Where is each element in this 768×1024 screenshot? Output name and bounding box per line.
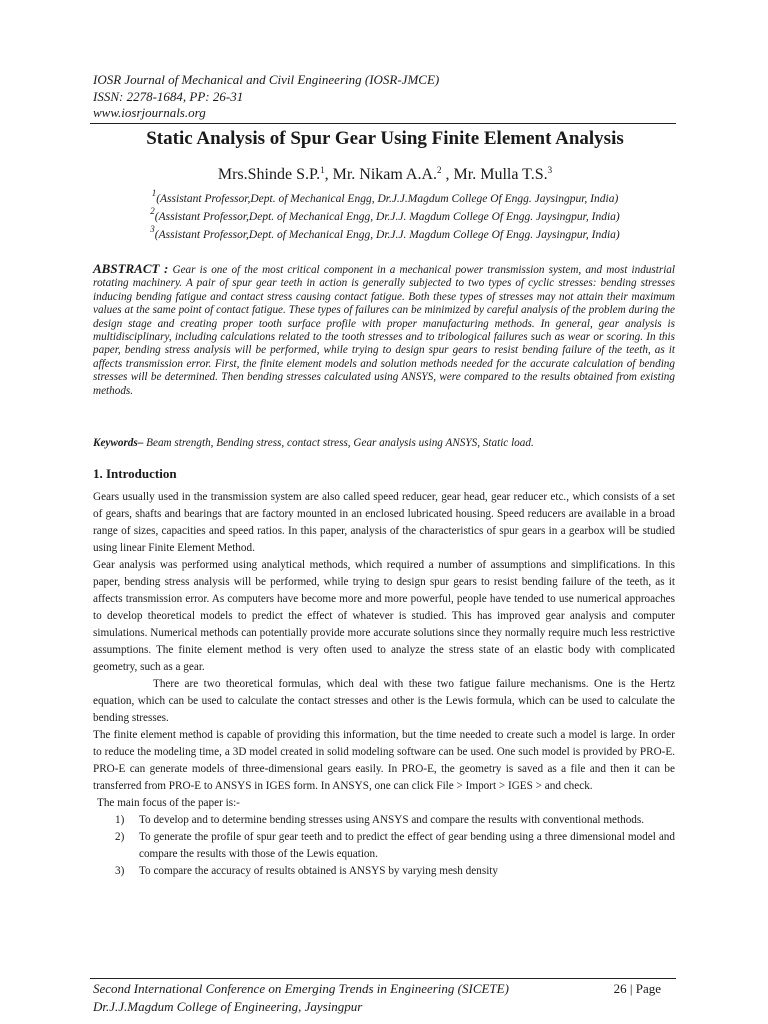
page-number: 26 | Page <box>613 981 661 996</box>
author-sep: , <box>441 166 454 183</box>
journal-issn: ISSN: 2278-1684, PP: 26-31 <box>93 88 244 104</box>
footer-college: Dr.J.J.Magdum College of Engineering, Jaysingpur <box>93 998 363 1014</box>
affiliation <box>80 208 690 226</box>
author-list <box>80 165 690 185</box>
affiliation-sup: 3 <box>150 224 155 234</box>
list-number: 3) <box>115 865 125 877</box>
paragraph: Gears usually used in the transmission system are also called speed reducer, gear head, gear reducer etc., which consists of a set of gears, shafts and bearings that are factory mounted in an enclosed lubricated housing. Speed reducers are available in a broad range of sizes, capacities and speed ratios. In this paper, analysis of the characteristics of spur gears in a gearbox will be studied using linear Finite Element Method. <box>93 491 675 554</box>
paragraph: The finite element method is capable of providing this information, but the time needed to create such a model is large. In order to reduce the modeling time, a 3D model created in solid modeling software can be used. One such model is provided by PRO-E. PRO-E can generate models of three-dimensional gears easily. In PRO-E, the geometry is saved as a file and then it can be transferred from PRO-E to ANSYS in IGES form. In ANSYS, one can click File > Import > IGES > and check. <box>93 729 675 792</box>
keywords-label: Keywords– <box>93 437 144 449</box>
abstract <box>93 262 675 398</box>
journal-header <box>93 72 439 122</box>
page-footer <box>93 980 661 1015</box>
abstract-text: Gear is one of the most critical component in a mechanical power transmission system, and most industrial rotating machinery. A pair of spur gear teeth in action is generally subjected to two types of cyclic stresses: bending stresses inducing bending fatigue and contact stress causing contact fatigue. Both these types of stresses may not attain their maximum values at the same point of contact fatigue. These types of failures can be minimized by careful analysis of the problem during the design stage and creating proper tooth surface profile with proper manufacturing methods. In general, gear analysis is multidisciplinary, including calculations related to the tooth stresses and to tribological failures such as wear or scoring. In this paper, bending stress analysis will be performed, while trying to design spur gears to resist bending failure of the teeth, as it affects transmission error. First, the finite element models and solution methods needed for the accurate calculation of bending stresses will be determined. Then bending stresses calculated using ANSYS, were compared to the results obtained from existing methods. <box>93 264 676 397</box>
author-name: Mr. Nikam A.A. <box>332 166 438 183</box>
affiliation <box>80 226 690 244</box>
paragraph: The main focus of the paper is:- <box>97 797 240 809</box>
paragraph: Gear analysis was performed using analytical methods, which required a number of assumptions and simplifications. In this paper, bending stress analysis will be performed, while trying to design spur gears to resist bending failure of the teeth, as it affects transmission error. As computers have become more and more powerful, people have tended to use numerical approaches to develop theoretical models to predict the effect of whatever is studied. This has improved gear analysis and computer simulations. Numerical methods can potentially provide more accurate solutions since they normally require much less restrictive assumptions. The finite element method is very often used to analyze the stress state of an elastic body with complicated geometry, such as a gear. <box>93 559 675 673</box>
affiliation <box>80 190 690 208</box>
author-sep: , <box>324 166 333 183</box>
list-number: 2) <box>115 831 125 843</box>
affiliation-text: (Assistant Professor,Dept. of Mechanical Engg, Dr.J.J. Magdum College Of Engg. Jaysingpur, India) <box>154 229 620 241</box>
list-item <box>93 863 675 880</box>
paragraph: There are two theoretical formulas, which deal with these two fatigue failure mechanisms. One is the Hertz equation, which can be used to calculate the contact stresses and other is the Lewis formula, which can be used to calculate the bending stresses. <box>93 678 675 724</box>
journal-website: www.iosrjournals.org <box>93 105 206 120</box>
header-rule <box>90 123 676 124</box>
author-name: Mr. Mulla T.S. <box>453 166 548 183</box>
list-text: To develop and to determine bending stresses using ANSYS and compare the results with conventional methods. <box>139 814 645 826</box>
focus-list <box>93 812 675 880</box>
list-item <box>93 812 675 829</box>
keywords <box>93 436 675 450</box>
affiliation-sup: 1 <box>151 188 157 198</box>
keywords-text: Beam strength, Bending stress, contact stress, Gear analysis using ANSYS, Static load. <box>143 437 534 449</box>
abstract-label: ABSTRACT : <box>93 261 169 276</box>
affiliation-text: (Assistant Professor,Dept. of Mechanical Engg, Dr.J.J. Magdum College Of Engg. Jaysingpur, India) <box>154 211 620 223</box>
author-sup: 1 <box>320 165 325 175</box>
list-text: To compare the accuracy of results obtained is ANSYS by varying mesh density <box>139 865 498 877</box>
list-number: 1) <box>115 814 125 826</box>
footer-rule <box>90 978 676 979</box>
paper-title: Static Analysis of Spur Gear Using Finite Element Analysis <box>146 128 624 149</box>
affiliation-text: (Assistant Professor,Dept. of Mechanical Engg, Dr.J.J.Magdum College Of Engg. Jaysingpur, India) <box>156 193 619 205</box>
list-text: To generate the profile of spur gear teeth and to predict the effect of gear bending using a three dimensional model and compare the results with those of the Lewis equation. <box>139 831 675 860</box>
author-name: Mrs.Shinde S.P. <box>217 166 321 183</box>
author-sup: 2 <box>437 165 442 175</box>
journal-name: IOSR Journal of Mechanical and Civil Engineering (IOSR-JMCE) <box>93 72 440 87</box>
author-sup: 3 <box>547 165 553 175</box>
affiliation-sup: 2 <box>150 206 155 216</box>
section-body <box>93 489 675 880</box>
footer-conference: Second International Conference on Emerging Trends in Engineering (SICETE) <box>93 981 509 996</box>
list-item <box>93 829 675 863</box>
section-heading: 1. Introduction <box>93 466 177 481</box>
